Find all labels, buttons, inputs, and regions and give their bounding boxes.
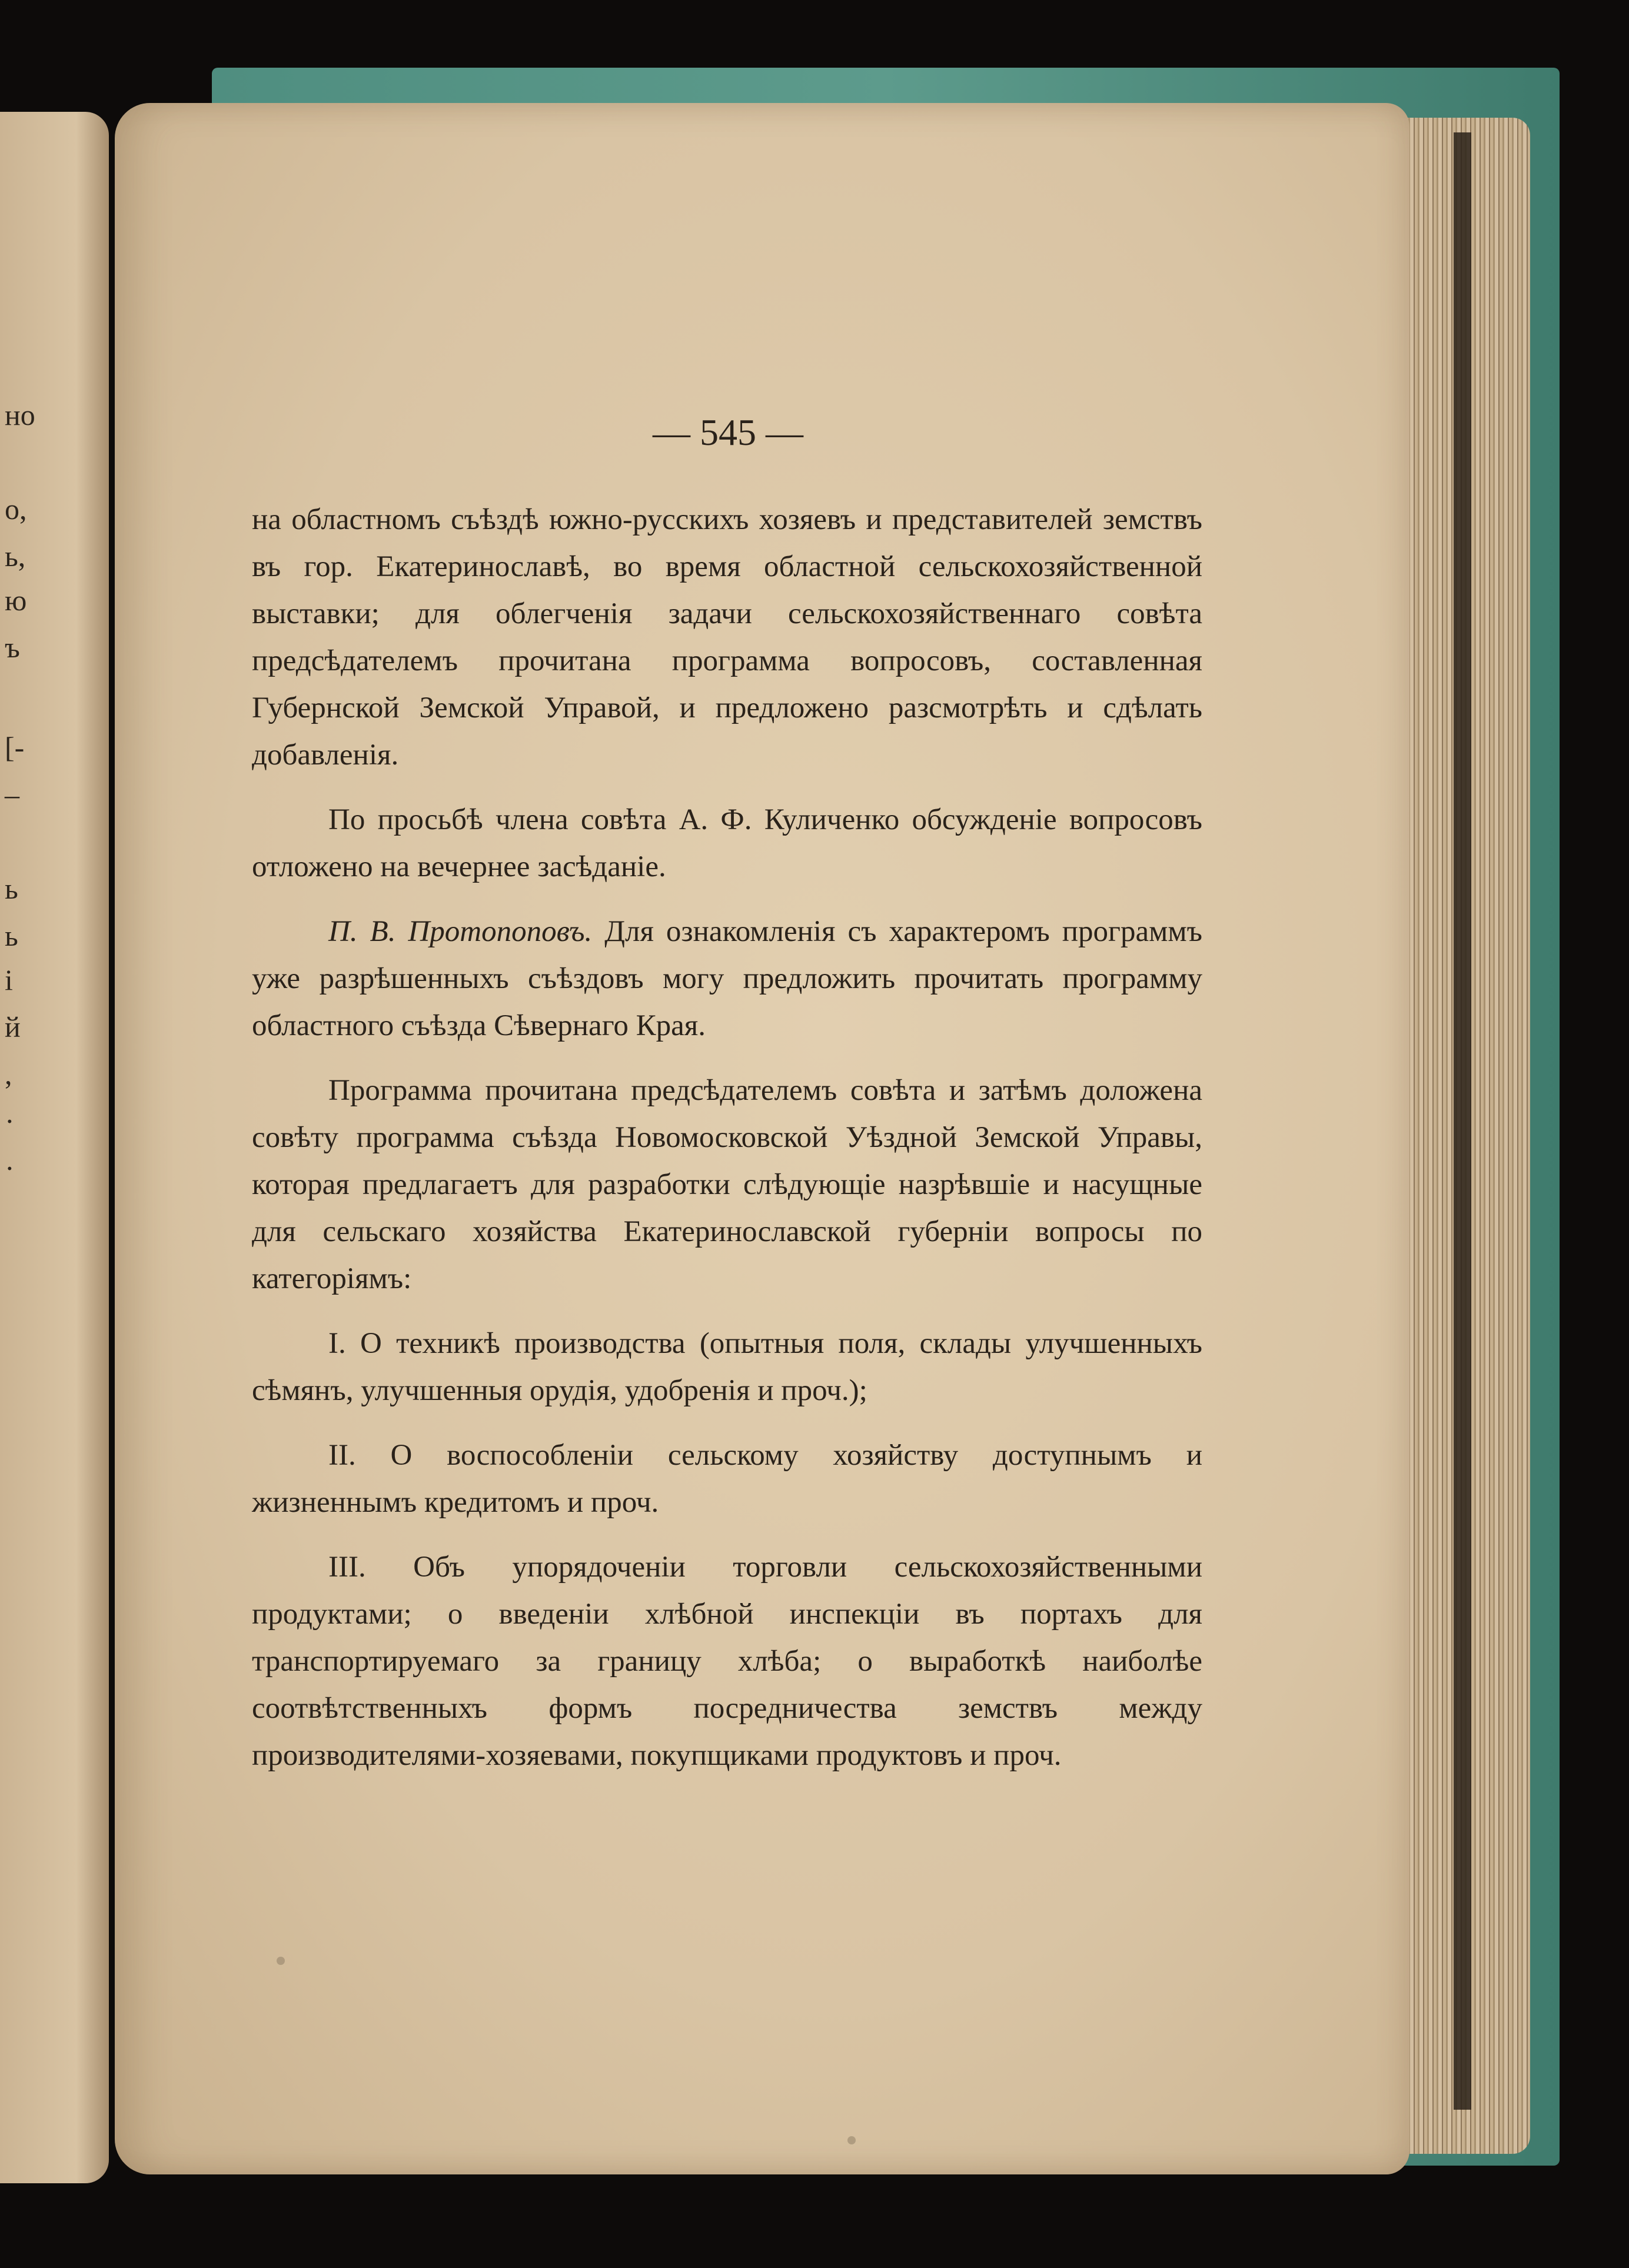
left-page-fragment: [-	[5, 731, 25, 764]
paragraph: на областномъ съѣздѣ южно-русскихъ хозяевъ и представителей земствъ въ гор. Екатеринославѣ, во время областной сельскохозяйственной выставки; для облегченія задачи сельскохозяйственнаго совѣта предсѣдателемъ прочитана программа вопросовъ, составленная Губернской Земской Управой, и предложено разсмотрѣть и сдѣлать добавленія.	[252, 503, 1202, 771]
paragraph: І. О техникѣ производства (опытныя поля, склады улучшенныхъ сѣмянъ, улучшенныя орудія, удобренія и проч.);	[252, 1327, 1202, 1407]
left-page-fragment: й	[5, 1010, 21, 1043]
paragraph	[252, 908, 1202, 1049]
left-page-fragment: і	[5, 963, 13, 996]
speaker-name: П. В. Протопоповъ.	[328, 915, 593, 948]
paragraph: ІІІ. Объ упорядоченіи торговли сельскохозяйственными продуктами; о введеніи хлѣбной инспекціи въ портахъ для транспортируемаго за границу хлѣба; о выработкѣ наиболѣе соотвѣтственныхъ формъ посредничества земствъ между производителями-хозяевами, покупщиками продуктовъ и проч.	[252, 1551, 1202, 1772]
paragraph: Программа прочитана предсѣдателемъ совѣта и затѣмъ доложена совѣту программа съѣзда Новомосковской Уѣздной Земской Управы, которая предлагаетъ для разработки слѣдующіе назрѣвшіе и насущные для сельскаго хозяйства Екатеринославской губерніи вопросы по категоріямъ:	[252, 1074, 1202, 1295]
left-page-fragment: но	[5, 398, 35, 431]
paragraph-text: Для ознакомленія съ характеромъ программъ уже разрѣшенныхъ съѣздовъ могу предложить прочитать программу областного съѣзда Сѣвернаго Края.	[252, 915, 1202, 1042]
paragraph: ІІ. О воспособленіи сельскому хозяйству доступнымъ и жизненнымъ кредитомъ и проч.	[252, 1439, 1202, 1519]
left-page-fragment: ь	[5, 919, 18, 952]
paper-speck	[277, 1957, 285, 1965]
left-page-fragment: ь	[5, 872, 18, 905]
book-page	[115, 103, 1409, 2174]
left-page	[0, 112, 109, 2183]
paragraph: По просьбѣ члена совѣта А. Ф. Куличенко обсужденіе вопросовъ отложено на вечернее засѣданіе.	[252, 803, 1202, 883]
page-text	[252, 496, 1202, 1779]
left-page-fragment: о,	[5, 493, 27, 526]
page-edges-shadow	[1454, 132, 1471, 2110]
left-page-fragment: –	[5, 778, 19, 811]
page-number: — 545 —	[653, 411, 803, 453]
left-page-fragment: ъ	[5, 631, 20, 664]
left-page-fragment: ·	[5, 1105, 15, 1138]
paper-speck	[847, 2136, 856, 2144]
left-page-fragment: ·	[5, 1152, 15, 1185]
left-page-fragment: ь,	[5, 540, 26, 573]
left-page-fragment: ,	[5, 1057, 12, 1090]
left-page-fragment: ю	[5, 584, 27, 617]
